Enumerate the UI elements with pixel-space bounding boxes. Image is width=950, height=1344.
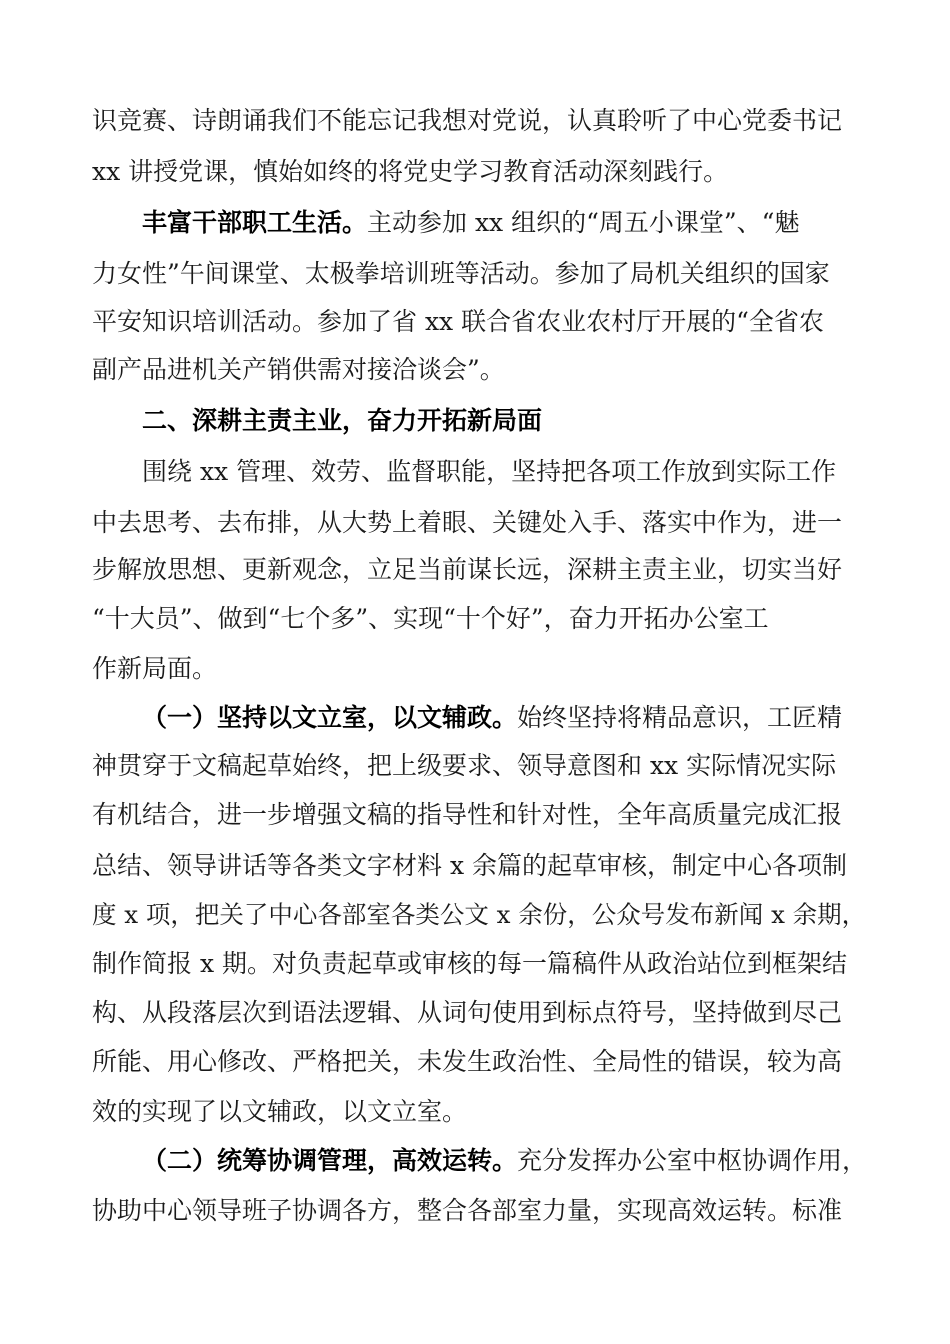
line-text: 中去思考、去布排，从大势上着眼、关键处入手、落实中作为，进一 [92, 508, 843, 537]
paragraph-line [142, 703, 842, 733]
paragraph-lead-in: 丰富干部职工生活。 [142, 208, 368, 237]
line-text: 平安知识培训活动。参加了省 xx 联合省农业农村厅开展的“全省农 [92, 307, 824, 336]
paragraph-lead-in: （一）坚持以文立室，以文辅政。 [142, 703, 518, 732]
paragraph-line [92, 604, 769, 634]
line-text: 副产品进机关产销供需对接洽谈会”。 [92, 355, 505, 384]
paragraph-line [92, 900, 866, 930]
paragraph-line [92, 355, 505, 385]
line-text: 围绕 xx 管理、效劳、监督职能，坚持把各项工作放到实际工作 [142, 457, 837, 486]
line-text: 充分发挥办公室中枢协调作用， [517, 1146, 868, 1175]
section-heading [142, 406, 542, 436]
paragraph-lead-in: （二）统筹协调管理，高效运转。 [142, 1146, 518, 1175]
line-text: 始终坚持将精品意识，工匠精 [517, 703, 843, 732]
paragraph-line [142, 457, 836, 487]
line-text: 构、从段落层次到语法逻辑、从词句使用到标点符号，坚持做到尽己 [92, 998, 843, 1027]
paragraph-line [92, 307, 824, 337]
line-text: 效的实现了以文辅政，以文立室。 [92, 1097, 468, 1126]
line-text: 所能、用心修改、严格把关，未发生政治性、全局性的错误，较为高 [92, 1047, 843, 1076]
line-text: 力女性”午间课堂、太极拳培训班等活动。参加了局机关组织的国家 [92, 259, 830, 288]
section-heading-text: 二、深耕主责主业，奋力开拓新局面 [142, 406, 543, 435]
line-text: 协助中心领导班子协调各方，整合各部室力量，实现高效运转。标准 [92, 1196, 843, 1225]
line-text: 制作简报 x 期。对负责起草或审核的每一篇稿件从政治站位到框架结 [92, 949, 847, 978]
paragraph-line [92, 751, 836, 781]
paragraph-line [92, 851, 847, 881]
line-text: 主动参加 xx 组织的“周五小课堂”、“魅 [367, 208, 800, 237]
line-text: 总结、领导讲话等各类文字材料 x 余篇的起草审核，制定中心各项制 [92, 851, 847, 880]
paragraph-line [92, 1047, 842, 1077]
paragraph-line [92, 800, 842, 830]
paragraph-line [92, 259, 830, 289]
line-text: 神贯穿于文稿起草始终，把上级要求、领导意图和 xx 实际情况实际 [92, 751, 837, 780]
paragraph-line [92, 106, 842, 136]
line-text: xx 讲授党课，慎始如终的将党史学习教育活动深刻践行。 [92, 157, 729, 186]
paragraph-line [92, 1097, 467, 1127]
paragraph-line [142, 208, 799, 238]
paragraph-line [92, 508, 842, 538]
paragraph-line [92, 555, 842, 585]
paragraph-line [92, 654, 217, 684]
line-text: 步解放思想、更新观念，立足当前谋长远，深耕主责主业，切实当好 [92, 555, 843, 584]
line-text: 作新局面。 [92, 654, 218, 683]
paragraph-line [92, 998, 842, 1028]
line-text: “十大员”、做到“七个多”、实现“十个好”，奋力开拓办公室工 [92, 604, 769, 633]
line-text: 度 x 项，把关了中心各部室各类公文 x 余份，公众号发布新闻 x 余期， [92, 900, 867, 929]
line-text: 识竞赛、诗朗诵我们不能忘记我想对党说，认真聆听了中心党委书记 [92, 106, 843, 135]
paragraph-line [92, 1196, 842, 1226]
paragraph-line [142, 1146, 867, 1176]
line-text: 有机结合，进一步增强文稿的指导性和针对性，全年高质量完成汇报 [92, 800, 843, 829]
paragraph-line [92, 157, 728, 187]
paragraph-line [92, 949, 847, 979]
